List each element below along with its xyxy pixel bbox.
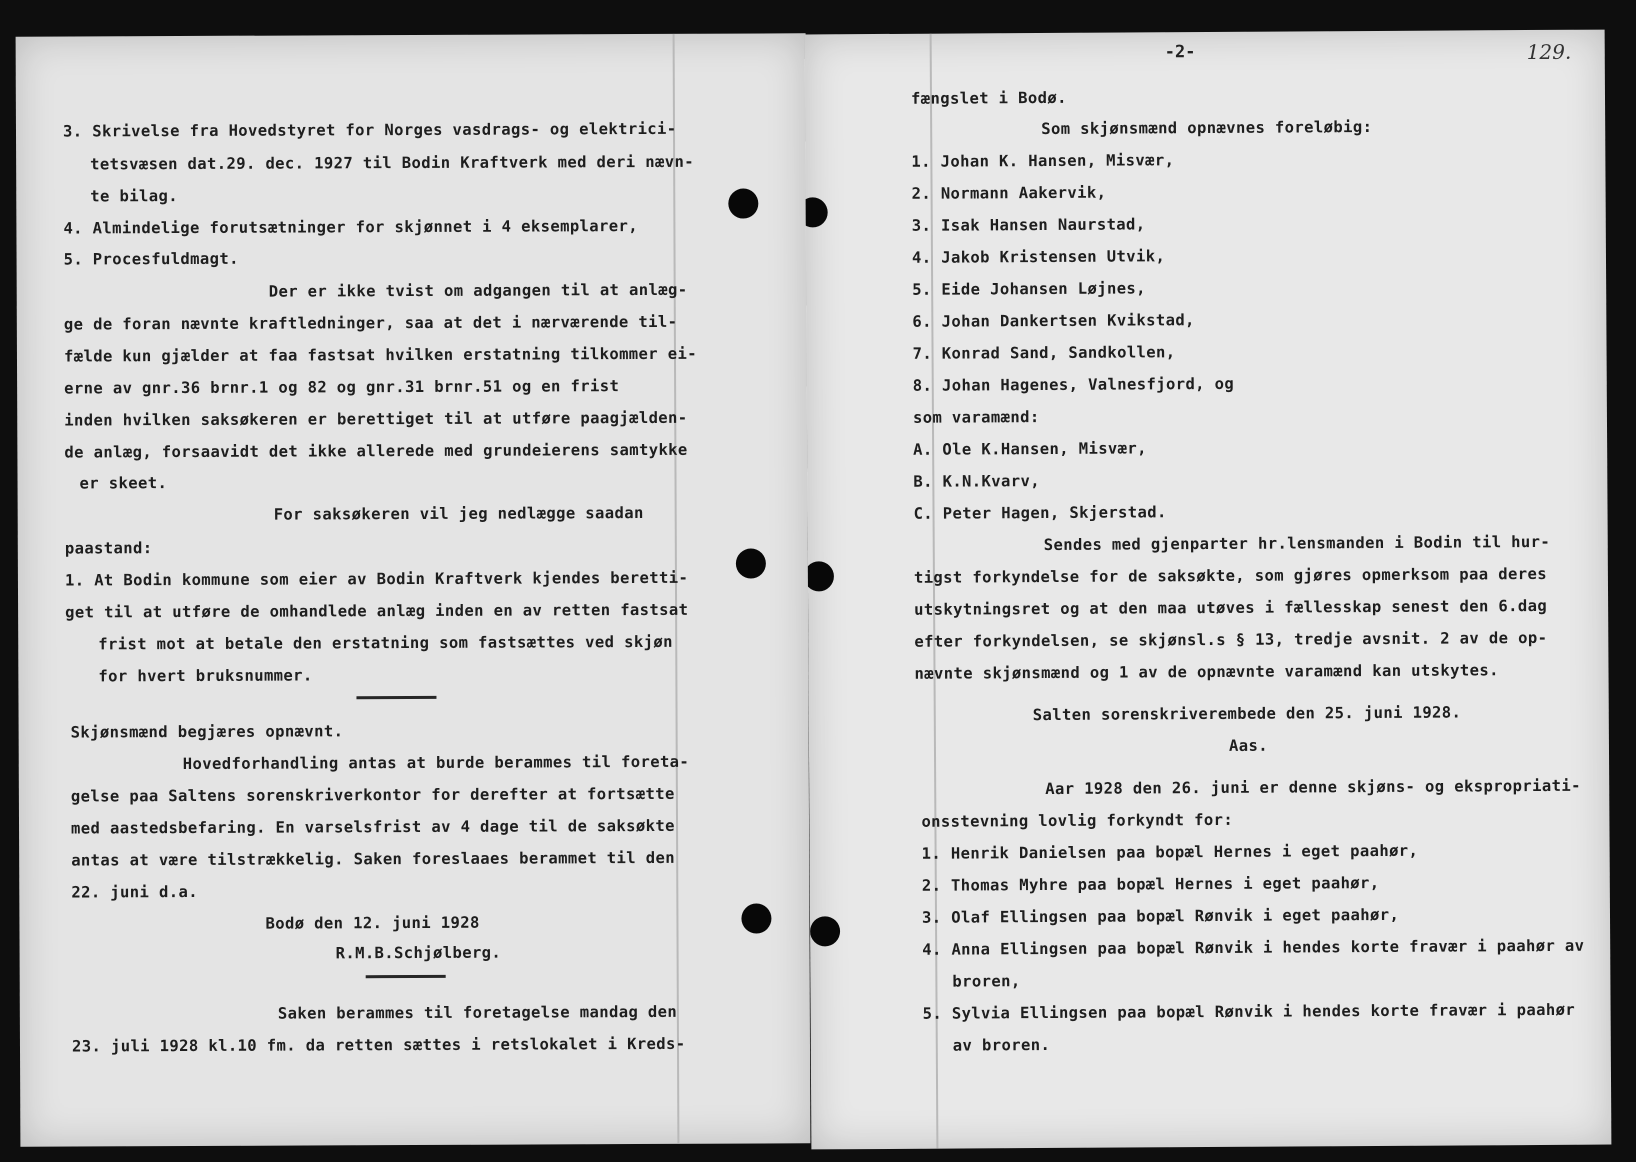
right-page [805,30,1612,1150]
text-line: tigst forkyndelse for de saksøkte, som gjøres opmerksom paa deres [913,564,1547,587]
text-line: utskytningsret og at den maa utøves i fællesskap senest den 6.dag [914,596,1548,619]
text-line: fælde kun gjælder at faa fastsat hvilken erstatning tilkommer ei- [63,344,697,366]
text-line: 4. Almindelige forutsætninger for skjønnet i 4 eksemplarer, [63,217,639,238]
text-line: broren, [952,972,1021,991]
text-line: med aastedsbefaring. En varselsfrist av 4 dage til de saksøkte [70,816,675,838]
left-page-margin-line [673,34,680,1144]
text-line: 7. Konrad Sand, Sandkollen, [912,343,1176,363]
text-line: 5. Eide Johansen Løjnes, [912,279,1146,299]
text-line: get til at utføre de omhandlede anlæg inden en av retten fastsat [65,600,689,622]
text-line: erne av gnr.36 brnr.1 og 82 og gnr.31 brnr.51 og en frist [64,377,620,398]
text-line: frist mot at betale den erstatning som fastsættes ved skjøn [98,632,673,654]
text-line: For saksøkeren vil jeg nedlægge saadan [273,503,644,524]
text-line: som varamænd: [912,408,1040,427]
binding-hole [736,548,766,578]
page-number: -2- [1164,42,1196,63]
text-line: 6. Johan Dankertsen Kvikstad, [912,311,1195,331]
text-line: paastand: [64,539,153,558]
text-line: Aar 1928 den 26. juni er denne skjøns- og ekspropriati- [1045,776,1581,798]
text-line: 2. Thomas Myhre paa bopæl Hernes i eget paahør, [921,873,1380,895]
text-line: er skeet. [79,474,168,493]
left-page-text [16,33,806,1056]
text-line: 4. Anna Ellingsen paa bopæl Rønvik i hendes korte fravær i paahør av [922,936,1585,959]
text-line: gelse paa Saltens sorenskriverkontor for derefter at fortsætte [70,784,675,806]
text-line: C. Peter Hagen, Skjerstad. [913,503,1167,523]
text-line: antas at være tilstrækkelig. Saken foreslaaes berammet til den [71,848,675,870]
text-line: av broren. [952,1035,1051,1055]
binding-hole [728,188,758,218]
separator-rule [366,975,446,978]
text-line: 3. Skrivelse fra Hovedstyret for Norges vasdrags- og elektrici- [62,119,677,141]
binding-hole [741,903,771,933]
text-line: efter forkyndelsen, se skjønsl.s § 13, tredje avsnit. 2 av de op- [914,628,1548,651]
signature-line: Aas. [1228,736,1268,755]
text-line: B. K.N.Kvarv, [913,472,1040,491]
text-line: 22. juni d.a. [71,882,198,902]
text-line: nævnte skjønsmænd og 1 av de opnævnte varamænd kan utskytes. [914,661,1499,683]
text-line: 3. Olaf Ellingsen paa bopæl Rønvik i eget paahør, [921,905,1400,927]
binding-hole [805,561,834,591]
text-line: inden hvilken saksøkeren er berettiget til at utføre paagjælden- [64,408,688,430]
text-line: Som skjønsmænd opnævnes foreløbig: [1041,117,1373,139]
text-line: 5. Procesfuldmagt. [63,249,239,269]
text-line: 3. Isak Hansen Naurstad, [911,215,1146,235]
text-line: Hovedforhandling antas at burde berammes til foreta- [182,752,690,774]
signature-line: R.M.B.Schjølberg. [335,943,502,963]
text-line: 5. Sylvia Ellingsen paa bopæl Rønvik i hendes korte fravær i paahør [922,1000,1576,1023]
text-line: for hvert bruksnummer. [98,666,313,686]
left-page [16,33,811,1146]
text-line: Der er ikke tvist om adgangen til at anlæg- [268,280,688,301]
binding-hole [810,916,840,946]
text-line: Sendes med gjenparter hr.lensmanden i Bodin til hur- [1043,532,1551,555]
folio-number: 129. [1526,39,1572,65]
text-line: te bilag. [90,187,178,206]
text-line: Bodø den 12. juni 1928 [265,913,480,933]
text-line: ge de foran nævnte kraftledninger, saa at det i nærværende til- [63,312,678,334]
text-line: fængslet i Bodø. [910,88,1067,108]
text-line: 2. Normann Aakervik, [911,183,1107,203]
text-line: 1. Henrik Danielsen paa bopæl Hernes i eget paahør, [921,841,1419,863]
text-line: 1. At Bodin kommune som eier av Bodin Kraftverk kjendes beretti- [64,568,689,590]
text-line: 8. Johan Hagenes, Valnesfjord, og [912,374,1235,395]
text-line: Saken berammes til foretagelse mandag den [277,1002,678,1023]
text-line: tetsvæsen dat.29. dec. 1927 til Bodin Kraftverk med deri nævn- [90,152,694,174]
text-line: Skjønsmænd begjæres opnævnt. [70,722,344,742]
text-line: A. Ole K.Hansen, Misvær, [913,439,1147,459]
text-line: onsstevning lovlig forkyndt for: [921,810,1234,831]
text-line: de anlæg, forsaavidt det ikke allerede med grundeierens samtykke [64,440,688,462]
text-line: 4. Jakob Kristensen Utvik, [911,247,1166,267]
separator-rule [356,696,436,699]
binding-hole [805,197,828,227]
text-line: Salten sorenskriverembede den 25. juni 1928. [1032,703,1462,725]
text-line: 1. Johan K. Hansen, Misvær, [911,151,1175,171]
text-line: 23. juli 1928 kl.10 fm. da retten sættes i retslokalet i Kreds- [71,1034,686,1056]
